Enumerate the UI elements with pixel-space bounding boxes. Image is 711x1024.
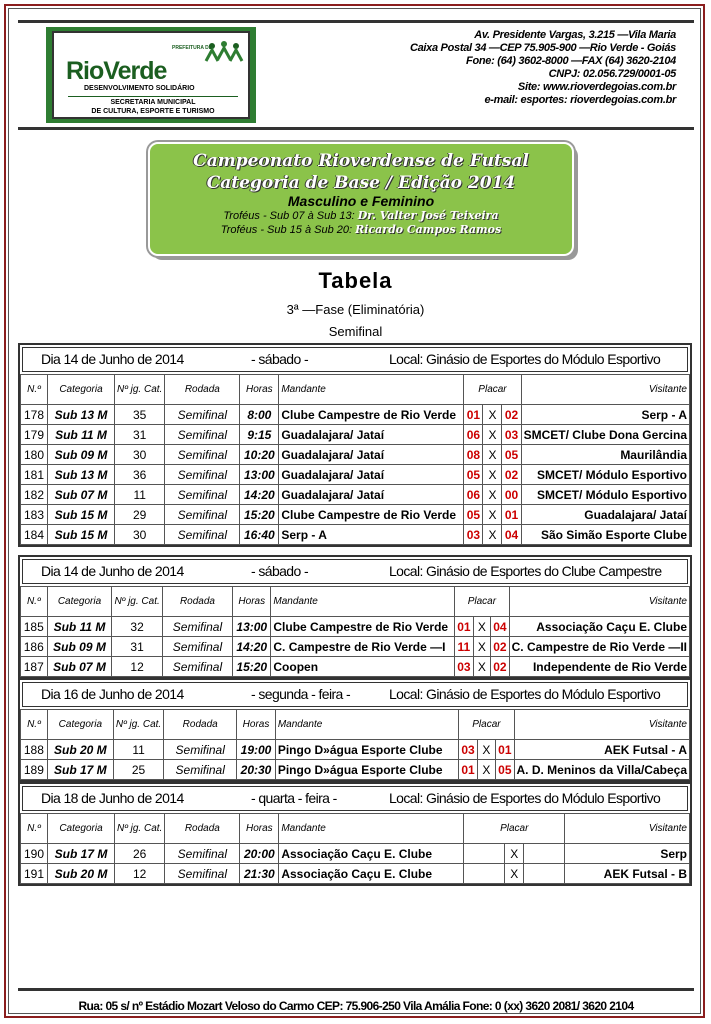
category: Sub 15 M — [48, 505, 115, 525]
day-date: Dia 18 de Junho de 2014 — [41, 790, 184, 806]
game-row — [21, 844, 690, 864]
column-header: Nº jg. Cat. — [115, 814, 165, 844]
logo-tagline: DESENVOLVIMENTO SOLIDÁRIO — [84, 85, 195, 92]
games-table — [20, 374, 690, 545]
away-team: A. D. Meninos da Villa/Cabeça — [514, 760, 690, 780]
column-header: N.º — [21, 587, 48, 617]
game-number: 178 — [21, 405, 48, 425]
time: 20:00 — [240, 844, 279, 864]
game-row — [21, 525, 690, 545]
game-count: 32 — [112, 617, 162, 637]
away-team: Independente de Rio Verde — [509, 657, 689, 677]
home-team: Pingo D»água Esporte Clube — [275, 740, 458, 760]
round: Semifinal — [162, 637, 232, 657]
away-team: AEK Futsal - A — [514, 740, 690, 760]
away-team: SMCET/ Módulo Esportivo — [521, 485, 689, 505]
home-team: Guadalajara/ Jataí — [279, 465, 464, 485]
home-team: Pingo D»água Esporte Clube — [275, 760, 458, 780]
game-row — [21, 740, 690, 760]
column-header: Rodada — [165, 814, 240, 844]
category: Sub 17 M — [47, 760, 113, 780]
category: Sub 20 M — [47, 740, 113, 760]
game-row — [21, 637, 690, 657]
game-number: 181 — [21, 465, 48, 485]
column-header: N.º — [21, 814, 48, 844]
game-number: 186 — [21, 637, 48, 657]
home-score: 06 — [464, 485, 483, 505]
banner-line1: Campeonato Rioverdense de Futsal — [193, 151, 529, 171]
game-count: 11 — [115, 485, 165, 505]
contact-info — [410, 29, 676, 107]
column-header: Nº jg. Cat. — [113, 710, 163, 740]
day-header — [22, 786, 688, 811]
column-header: Mandante — [271, 587, 455, 617]
games-table — [20, 586, 690, 677]
day-date: Dia 14 de Junho de 2014 — [41, 563, 184, 579]
banner-line2: Categoria de Base / Edição 2014 — [206, 173, 516, 193]
score-separator: X — [483, 485, 502, 505]
category: Sub 09 M — [48, 445, 115, 465]
column-header: Placar — [455, 587, 509, 617]
logo-name: RioVerde — [66, 57, 167, 85]
time: 13:00 — [233, 617, 271, 637]
score-separator: X — [473, 657, 491, 677]
schedule-group — [18, 555, 692, 679]
home-team: Guadalajara/ Jataí — [279, 485, 464, 505]
game-row — [21, 617, 690, 637]
score-separator: X — [483, 465, 502, 485]
away-score: 02 — [491, 657, 509, 677]
game-number: 191 — [21, 864, 48, 884]
page-title: Tabela — [318, 268, 393, 293]
home-score: 05 — [464, 465, 483, 485]
game-count: 26 — [115, 844, 165, 864]
column-header: Placar — [464, 375, 521, 405]
away-team: SMCET/ Clube Dona Gercina — [521, 425, 689, 445]
time: 14:20 — [233, 637, 271, 657]
home-team: Clube Campestre de Rio Verde — [279, 505, 464, 525]
secretaria-line1: SECRETARIA MUNICIPAL — [110, 99, 196, 106]
away-score: 02 — [491, 637, 509, 657]
column-header: Placar — [464, 814, 565, 844]
category: Sub 17 M — [48, 844, 115, 864]
home-score: 03 — [464, 525, 483, 545]
day-local: Local: Ginásio de Esportes do Módulo Esportivo — [389, 790, 661, 806]
time: 14:20 — [240, 485, 279, 505]
score-separator: X — [477, 740, 495, 760]
day-local: Local: Ginásio de Esportes do Módulo Esportivo — [389, 351, 661, 367]
home-team: Clube Campestre de Rio Verde — [279, 405, 464, 425]
away-score: 02 — [502, 465, 521, 485]
category: Sub 20 M — [48, 864, 115, 884]
cnpj-line: CNPJ: 02.056.729/0001-05 — [548, 68, 676, 80]
home-score — [464, 864, 505, 884]
away-team: Serp — [565, 844, 690, 864]
game-count: 30 — [115, 525, 165, 545]
score-separator: X — [483, 525, 502, 545]
logo-secretaria — [68, 96, 238, 116]
round: Semifinal — [165, 465, 240, 485]
column-header: N.º — [21, 710, 48, 740]
header-row — [21, 375, 690, 405]
time: 13:00 — [240, 465, 279, 485]
day-header — [22, 682, 688, 707]
away-score: 03 — [502, 425, 521, 445]
away-score: 01 — [502, 505, 521, 525]
column-header: Visitante — [521, 375, 689, 405]
game-row — [21, 465, 690, 485]
score-separator: X — [473, 617, 491, 637]
column-header: Placar — [459, 710, 514, 740]
home-team: Clube Campestre de Rio Verde — [271, 617, 455, 637]
home-score: 08 — [464, 445, 483, 465]
category: Sub 15 M — [48, 525, 115, 545]
game-row — [21, 864, 690, 884]
stage-label: Semifinal — [328, 324, 383, 339]
column-header: Horas — [237, 710, 276, 740]
day-local: Local: Ginásio de Esportes do Módulo Esportivo — [389, 686, 661, 702]
trophy-name1: Dr. Valter José Teixeira — [357, 209, 499, 222]
day-header — [22, 347, 688, 372]
game-number: 182 — [21, 485, 48, 505]
logo-frame — [46, 27, 256, 123]
game-number: 183 — [21, 505, 48, 525]
game-number: 179 — [21, 425, 48, 445]
column-header: Rodada — [162, 587, 232, 617]
phone-line: Fone: (64) 3602-8000 —FAX (64) 3620-2104 — [466, 55, 676, 67]
category: Sub 11 M — [47, 617, 112, 637]
score-separator: X — [483, 505, 502, 525]
day-date: Dia 16 de Junho de 2014 — [41, 686, 184, 702]
game-count: 30 — [115, 445, 165, 465]
game-row — [21, 425, 690, 445]
away-score: 01 — [496, 740, 514, 760]
score-separator: X — [473, 637, 491, 657]
game-row — [21, 485, 690, 505]
category: Sub 13 M — [48, 465, 115, 485]
game-count: 36 — [115, 465, 165, 485]
away-team: AEK Futsal - B — [565, 864, 690, 884]
schedule-group — [18, 782, 692, 886]
column-header: Rodada — [164, 710, 237, 740]
trophy-label1: Troféus - Sub 07 à Sub 13: — [223, 210, 355, 222]
column-header: Horas — [240, 814, 279, 844]
time: 9:15 — [240, 425, 279, 445]
column-header: Mandante — [279, 375, 464, 405]
home-score: 01 — [459, 760, 477, 780]
away-score: 00 — [502, 485, 521, 505]
away-score — [524, 844, 565, 864]
games-table — [20, 709, 690, 780]
game-number: 180 — [21, 445, 48, 465]
round: Semifinal — [162, 617, 232, 637]
day-weekday: - sábado - — [251, 563, 309, 579]
trophy-name2: Ricardo Campos Ramos — [355, 223, 502, 236]
banner-line3: Masculino e Feminino — [287, 193, 435, 209]
game-count: 35 — [115, 405, 165, 425]
day-weekday: - segunda - feira - — [251, 686, 351, 702]
day-local: Local: Ginásio de Esportes do Clube Campestre — [389, 563, 662, 579]
column-header: Categoria — [48, 375, 115, 405]
game-row — [21, 505, 690, 525]
game-row — [21, 405, 690, 425]
trophy-line1 — [150, 209, 572, 223]
home-team: Guadalajara/ Jataí — [279, 445, 464, 465]
away-score: 02 — [502, 405, 521, 425]
score-separator: X — [477, 760, 495, 780]
game-row — [21, 760, 690, 780]
championship-banner — [148, 142, 574, 256]
away-team: Serp - A — [521, 405, 689, 425]
round: Semifinal — [165, 445, 240, 465]
secretaria-line2: DE CULTURA, ESPORTE E TURISMO — [91, 108, 215, 115]
day-weekday: - quarta - feira - — [251, 790, 337, 806]
schedule-group — [18, 343, 692, 547]
home-team: Coopen — [271, 657, 455, 677]
column-header: Horas — [233, 587, 271, 617]
column-header: Nº jg. Cat. — [112, 587, 162, 617]
category: Sub 07 M — [48, 485, 115, 505]
column-header: Mandante — [275, 710, 458, 740]
game-count: 25 — [113, 760, 163, 780]
round: Semifinal — [165, 844, 240, 864]
day-weekday: - sábado - — [251, 351, 309, 367]
score-separator: X — [483, 425, 502, 445]
home-team: Serp - A — [279, 525, 464, 545]
round: Semifinal — [164, 760, 237, 780]
time: 15:20 — [233, 657, 271, 677]
column-header: N.º — [21, 375, 48, 405]
rio-verde-logo — [52, 31, 250, 119]
away-score — [524, 864, 565, 884]
away-team: Guadalajara/ Jataí — [521, 505, 689, 525]
time: 10:20 — [240, 445, 279, 465]
home-score: 01 — [464, 405, 483, 425]
game-number: 184 — [21, 525, 48, 545]
address-line: Av. Presidente Vargas, 3.215 —Vila Maria — [474, 29, 676, 41]
game-count: 12 — [112, 657, 162, 677]
day-date: Dia 14 de Junho de 2014 — [41, 351, 184, 367]
site-line: Site: www.rioverdegoias.com.br — [517, 81, 676, 93]
game-count: 31 — [112, 637, 162, 657]
footer-address: Rua: 05 s/ nº Estádio Mozart Veloso do Carmo CEP: 75.906-250 Vila Amália Fone: 0 (xx) 3620 2081/ 3620 2104 — [18, 988, 694, 1013]
game-row — [21, 445, 690, 465]
away-team: C. Campestre de Rio Verde —II — [509, 637, 689, 657]
home-score: 06 — [464, 425, 483, 445]
game-row — [21, 657, 690, 677]
trophy-line2 — [150, 223, 572, 237]
round: Semifinal — [165, 485, 240, 505]
home-score: 03 — [455, 657, 473, 677]
time: 16:40 — [240, 525, 279, 545]
time: 20:30 — [237, 760, 276, 780]
round: Semifinal — [165, 425, 240, 445]
schedule-group — [18, 678, 692, 782]
category: Sub 11 M — [48, 425, 115, 445]
time: 8:00 — [240, 405, 279, 425]
away-team: Maurilândia — [521, 445, 689, 465]
score-separator: X — [483, 405, 502, 425]
score-separator: X — [483, 445, 502, 465]
round: Semifinal — [165, 405, 240, 425]
column-header: Categoria — [47, 710, 113, 740]
home-team: Guadalajara/ Jataí — [279, 425, 464, 445]
round: Semifinal — [162, 657, 232, 677]
category: Sub 07 M — [47, 657, 112, 677]
away-score: 04 — [491, 617, 509, 637]
score-separator: X — [505, 864, 524, 884]
column-header: Horas — [240, 375, 279, 405]
column-header: Nº jg. Cat. — [115, 375, 165, 405]
game-number: 189 — [21, 760, 48, 780]
home-score — [464, 844, 505, 864]
away-score: 05 — [496, 760, 514, 780]
score-separator: X — [505, 844, 524, 864]
away-team: São Simão Esporte Clube — [521, 525, 689, 545]
game-number: 188 — [21, 740, 48, 760]
games-table — [20, 813, 690, 884]
game-count: 31 — [115, 425, 165, 445]
home-score: 05 — [464, 505, 483, 525]
round: Semifinal — [165, 864, 240, 884]
home-score: 11 — [455, 637, 473, 657]
round: Semifinal — [165, 505, 240, 525]
header-row — [21, 814, 690, 844]
away-team: Associação Caçu E. Clube — [509, 617, 689, 637]
day-header — [22, 559, 688, 584]
column-header: Visitante — [565, 814, 690, 844]
game-number: 190 — [21, 844, 48, 864]
column-header: Categoria — [48, 814, 115, 844]
column-header: Visitante — [514, 710, 690, 740]
home-score: 01 — [455, 617, 473, 637]
column-header: Visitante — [509, 587, 689, 617]
away-score: 05 — [502, 445, 521, 465]
header-row — [21, 587, 690, 617]
trophy-label2: Troféus - Sub 15 à Sub 20: — [220, 224, 353, 236]
time: 19:00 — [237, 740, 276, 760]
home-team: C. Campestre de Rio Verde —I — [271, 637, 455, 657]
home-score: 03 — [459, 740, 477, 760]
category: Sub 09 M — [47, 637, 112, 657]
round: Semifinal — [164, 740, 237, 760]
game-number: 187 — [21, 657, 48, 677]
header-row — [21, 710, 690, 740]
category: Sub 13 M — [48, 405, 115, 425]
time: 15:20 — [240, 505, 279, 525]
game-count: 29 — [115, 505, 165, 525]
letterhead — [18, 20, 694, 130]
email-line: e-mail: esportes: rioverdegoias.com.br — [484, 94, 676, 106]
game-number: 185 — [21, 617, 48, 637]
game-count: 12 — [115, 864, 165, 884]
column-header: Mandante — [279, 814, 464, 844]
away-team: SMCET/ Módulo Esportivo — [521, 465, 689, 485]
game-count: 11 — [113, 740, 163, 760]
time: 21:30 — [240, 864, 279, 884]
home-team: Associação Caçu E. Clube — [279, 864, 464, 884]
postal-line: Caixa Postal 34 —CEP 75.905-900 —Rio Verde - Goiás — [409, 42, 676, 54]
phase-label: 3ª —Fase (Eliminatória) — [286, 302, 425, 317]
home-team: Associação Caçu E. Clube — [279, 844, 464, 864]
logo-prefeitura: PREFEITURA DE — [172, 45, 213, 51]
round: Semifinal — [165, 525, 240, 545]
away-score: 04 — [502, 525, 521, 545]
column-header: Categoria — [47, 587, 112, 617]
column-header: Rodada — [165, 375, 240, 405]
